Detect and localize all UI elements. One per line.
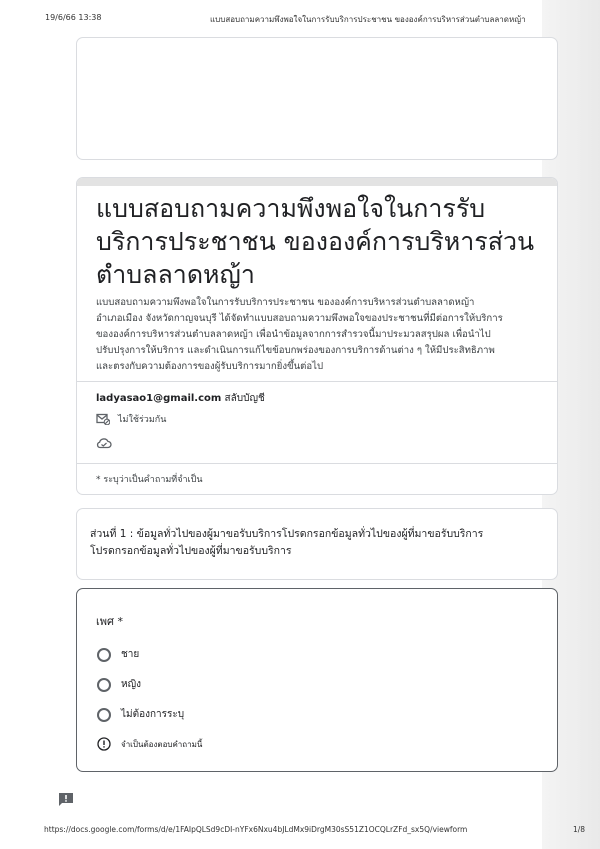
option-label: หญิง [121, 679, 141, 690]
section-card [76, 508, 558, 580]
description-line: และตรงกับความต้องการของผู้รับบริการมากยิ่งขึ้นต่อไป [96, 361, 324, 372]
description-line: แบบสอบถามความพึงพอใจในการรับบริการประชาชน ขององค์การบริหารส่วนตำบลลาดหญ้า [96, 297, 475, 308]
option-female[interactable] [97, 677, 141, 692]
print-title: แบบสอบถามความพึงพอใจในการรับบริการประชาชน ขององค์การบริหารส่วนตำบลลาดหญ้า [210, 15, 526, 24]
feedback-icon[interactable] [58, 792, 74, 808]
print-header [0, 9, 600, 25]
footer-page-number: 1/8 [573, 825, 586, 834]
required-mark: * [117, 615, 123, 628]
option-label: ชาย [121, 649, 140, 660]
question-text: เพศ [96, 615, 114, 628]
error-icon [97, 737, 111, 751]
not-shared-label: ไม่ใช้ร่วมกัน [118, 415, 167, 425]
account-email: ladyasao1@gmail.com [96, 393, 222, 404]
print-datetime: 19/6/66 13:38 [45, 13, 102, 22]
footer-url: https://docs.google.com/forms/d/e/1FAIpQLSd9cDI-nYFx6Nxu4bJLdMx9iDrgM30sS51Z1OCQLrZFd_sx5Q/viewform [44, 825, 468, 834]
not-shared-row [96, 412, 166, 426]
header-banner-card [76, 37, 558, 160]
mail-not-shared-icon [96, 413, 110, 425]
question-label [96, 612, 123, 630]
description-line: อำเภอเมือง จังหวัดกาญจนบุรี ได้จัดทำแบบสอบถามความพึงพอใจของประชาชนที่มีต่อการให้บริการ [96, 313, 503, 324]
header-top-bar [77, 178, 557, 186]
required-error [97, 737, 202, 751]
divider [77, 381, 557, 382]
cloud-saved-row [96, 437, 120, 449]
section-title-line: โปรดกรอกข้อมูลทั่วไปของผู้ที่มาขอรับบริการ [90, 545, 292, 557]
error-text: จำเป็นต้องตอบคำถามนี้ [121, 739, 203, 749]
switch-account-link[interactable]: สลับบัญชี [224, 393, 265, 404]
cloud-saved-icon [96, 437, 112, 449]
description-line: ขององค์การบริหารส่วนตำบลลาดหญ้า เพื่อนำข้อมูลจากการสำรวจนี้มาประมวลสรุปผล เพื่อนำไป [96, 329, 491, 340]
required-note: * ระบุว่าเป็นคำถามที่จำเป็น [96, 475, 203, 485]
radio-button[interactable] [97, 708, 111, 722]
option-male[interactable] [97, 647, 139, 662]
question-card-gender [76, 588, 558, 772]
option-prefer-not-to-say[interactable] [97, 707, 184, 722]
radio-button[interactable] [97, 648, 111, 662]
divider [77, 463, 557, 464]
section-title [90, 526, 545, 560]
option-label: ไม่ต้องการระบุ [121, 709, 185, 720]
account-row [96, 391, 265, 406]
form-header-card [76, 177, 558, 495]
section-title-line: ส่วนที่ 1 : ข้อมูลทั่วไปของผู้มาขอรับบริการโปรดกรอกข้อมูลทั่วไปของผู้ที่มาขอรับบริการ [90, 528, 484, 540]
form-title: แบบสอบถามความพึงพอใจในการรับบริการประชาชน ขององค์การบริหารส่วนตำบลลาดหญ้า [96, 194, 535, 289]
description-line: ปรับปรุงการให้บริการ และดำเนินการแก้ไขข้อบกพร่องของการบริการด้านต่าง ๆ ให้มีประสิทธิภาพ [96, 345, 495, 356]
form-description [96, 295, 551, 375]
radio-button[interactable] [97, 678, 111, 692]
